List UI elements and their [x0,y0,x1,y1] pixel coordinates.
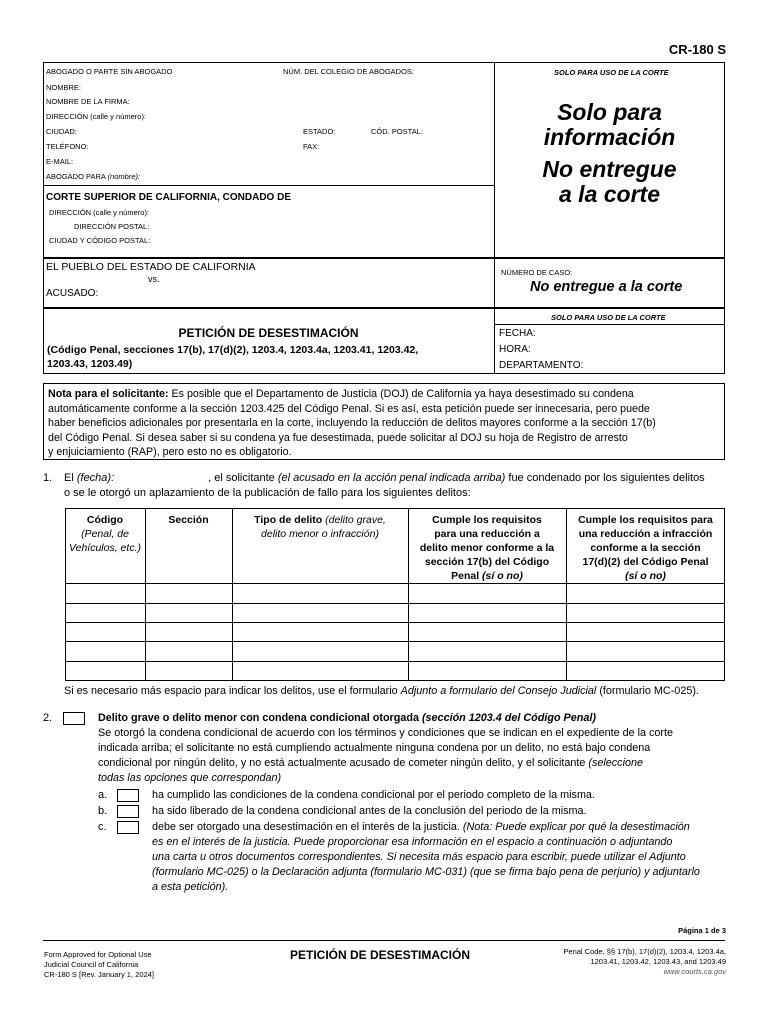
case-number-value[interactable]: No entregue a la corte [530,279,683,295]
petition-title: PETICIÓN DE DESESTIMACIÓN [178,326,359,340]
col-17b-header: Cumple los requisitos para una reducción a delito menor conforme a la sección 17(b) del Código Penal (sí o no) [419,514,555,582]
item-2-text: Delito grave o delito menor con condena condicional otorgada (sección 1203.4 del Código Penal) Se otorgó la condena condicional de acuerdo con los términos y condiciones que se indican en el expediente de la corte indicada arriba; el solicitante no está cumpliendo actualmente ninguna condena por un delito, no está bajo condena condicional por ningún delito, y no está actualmente acusado de cometer ningún delito, y el solicitante (seleccione todas las opciones que correspondan) [98,712,674,784]
attorney-for-field[interactable]: ABOGADO PARA (nombre): [46,172,141,181]
petition-subtitle: (Código Penal, secciones 17(b), 17(d)(2), 1203.4, 1203.4a, 1203.41, 1203.42, 1203.43, 1203.49) [47,344,419,370]
case-number-label: NÚMERO DE CASO: [501,268,573,277]
attorney-label: ABOGADO O PARTE SIN ABOGADO [46,67,173,76]
item-2a-text: ha cumplido las condiciones de la condena condicional por el periodo completo de la misma. [152,789,595,801]
item-2a-label: a. [98,789,108,801]
court-use-label-2: SOLO PARA USO DE LA CORTE [551,313,666,322]
date-field[interactable]: FECHA: [499,328,536,339]
item-2-number: 2. [43,712,53,724]
footer-left: Form Approved for Optional Use Judicial Council of California CR-180 S [Rev. January 1, 2024] [44,950,154,979]
court-use-label: SOLO PARA USO DE LA CORTE [554,68,669,77]
phone-field[interactable]: TELÉFONO: [46,142,89,151]
vs-label: vs. [148,274,160,284]
col-17d2-header: Cumple los requisitos para una reducción a infracción conforme a la sección 17(d)(2) del Código Penal (sí o no) [578,514,713,582]
form-id: CR-180 S [668,42,726,57]
col-section-header: Sección [168,514,209,526]
item-2-checkbox[interactable] [63,712,85,725]
city-field[interactable]: CIUDAD: [46,127,77,136]
offense-table-rows[interactable] [66,584,724,680]
court-street[interactable]: DIRECCIÓN (calle y número): [49,208,150,217]
email-field[interactable]: E-MAIL: [46,157,74,166]
item-2c-checkbox[interactable] [117,821,139,834]
col-code-header: Código (Penal, de Vehículos, etc.) [69,514,141,554]
state-field[interactable]: ESTADO: [303,127,336,136]
item-2a-checkbox[interactable] [117,789,139,802]
note-text: Nota para el solicitante: Es posible que el Departamento de Justicia (DOJ) de California ya haya desestimado su condena automáticamente conforme a la sección 1203.425 del Código Penal. Si es así, esta petición puede ser innecesaria, pero puede haber beneficios adicionales por presentarla en la corte, incluyendo la reducción de delitos mayores conforme a la sección 17(b) del Código Penal. Si desea saber si su condena ya fue desestimada, puede solicitar al DOJ su hoja de Registro de arresto y enjuiciamiento (RAP), pero esto no es obligatorio. [48,388,656,459]
info-only-stamp: Solo para información No entregue a la corte [542,99,677,207]
department-field[interactable]: DEPARTAMENTO: [499,360,584,371]
courts-website-link[interactable]: www.courts.ca.gov [663,967,726,976]
footer-title: PETICIÓN DE DESESTIMACIÓN [289,948,471,962]
bar-number-label: NÚM. DEL COLEGIO DE ABOGADOS: [283,67,415,76]
defendant-field[interactable]: ACUSADO: [46,288,99,299]
item-2c-label: c. [98,821,107,833]
court-title: CORTE SUPERIOR DE CALIFORNIA, CONDADO DE [46,192,292,203]
footer-right: Penal Code, §§ 17(b), 17(d)(2), 1203.4, 1203.4a, 1203.41, 1203.42, 1203.43, and 1203.49 www.courts.ca.gov [563,947,726,976]
name-field[interactable]: NOMBRE: [46,83,82,92]
item-1-text: El (fecha): , el solicitante (el acusado en la acción penal indicada arriba) fue condenado por los siguientes delitos o se le otorgó un aplazamiento de la publicación de fallo para los siguientes delitos: [64,472,705,499]
page-number: Página 1 de 3 [678,926,726,935]
zip-field[interactable]: CÓD. POSTAL: [371,127,423,136]
item-2b-label: b. [98,805,108,817]
street-field[interactable]: DIRECCIÓN (calle y número): [46,112,147,121]
fax-field[interactable]: FAX: [303,142,320,151]
time-field[interactable]: HORA: [499,344,531,355]
item-2b-checkbox[interactable] [117,805,139,818]
item-1-number: 1. [43,472,53,484]
court-city-zip[interactable]: CIUDAD Y CÓDIGO POSTAL: [49,236,151,245]
item-2b-text: ha sido liberado de la condena condicional antes de la conclusión del periodo de la misma. [152,805,587,817]
people-label: EL PUEBLO DEL ESTADO DE CALIFORNIA [46,261,256,273]
court-mailing[interactable]: DIRECCIÓN POSTAL: [74,222,150,231]
firm-name-field[interactable]: NOMBRE DE LA FIRMA: [46,97,130,106]
item-1-footer: Si es necesario más espacio para indicar los delitos, use el formulario Adjunto a formulario del Consejo Judicial (formulario MC-025). [64,685,699,697]
item-2c-text: debe ser otorgado una desestimación en el interés de la justicia. (Nota: Puede explicar por qué la desestimación es en el interés de la justicia. Puede proporcionar esa información en el espacio a continuación o adjuntando una carta u otros documentos correspondientes. Si necesita más espacio para escribir, puede utilizar el Adjunto (formulario MC-025) o la Declaración adjunta (formulario MC-031) (que se firma bajo pena de perjurio) y adjuntarlo a esta petición). [152,821,700,893]
col-offense-type-header: Tipo de delito (delito grave, delito menor o infracción) [254,514,386,540]
